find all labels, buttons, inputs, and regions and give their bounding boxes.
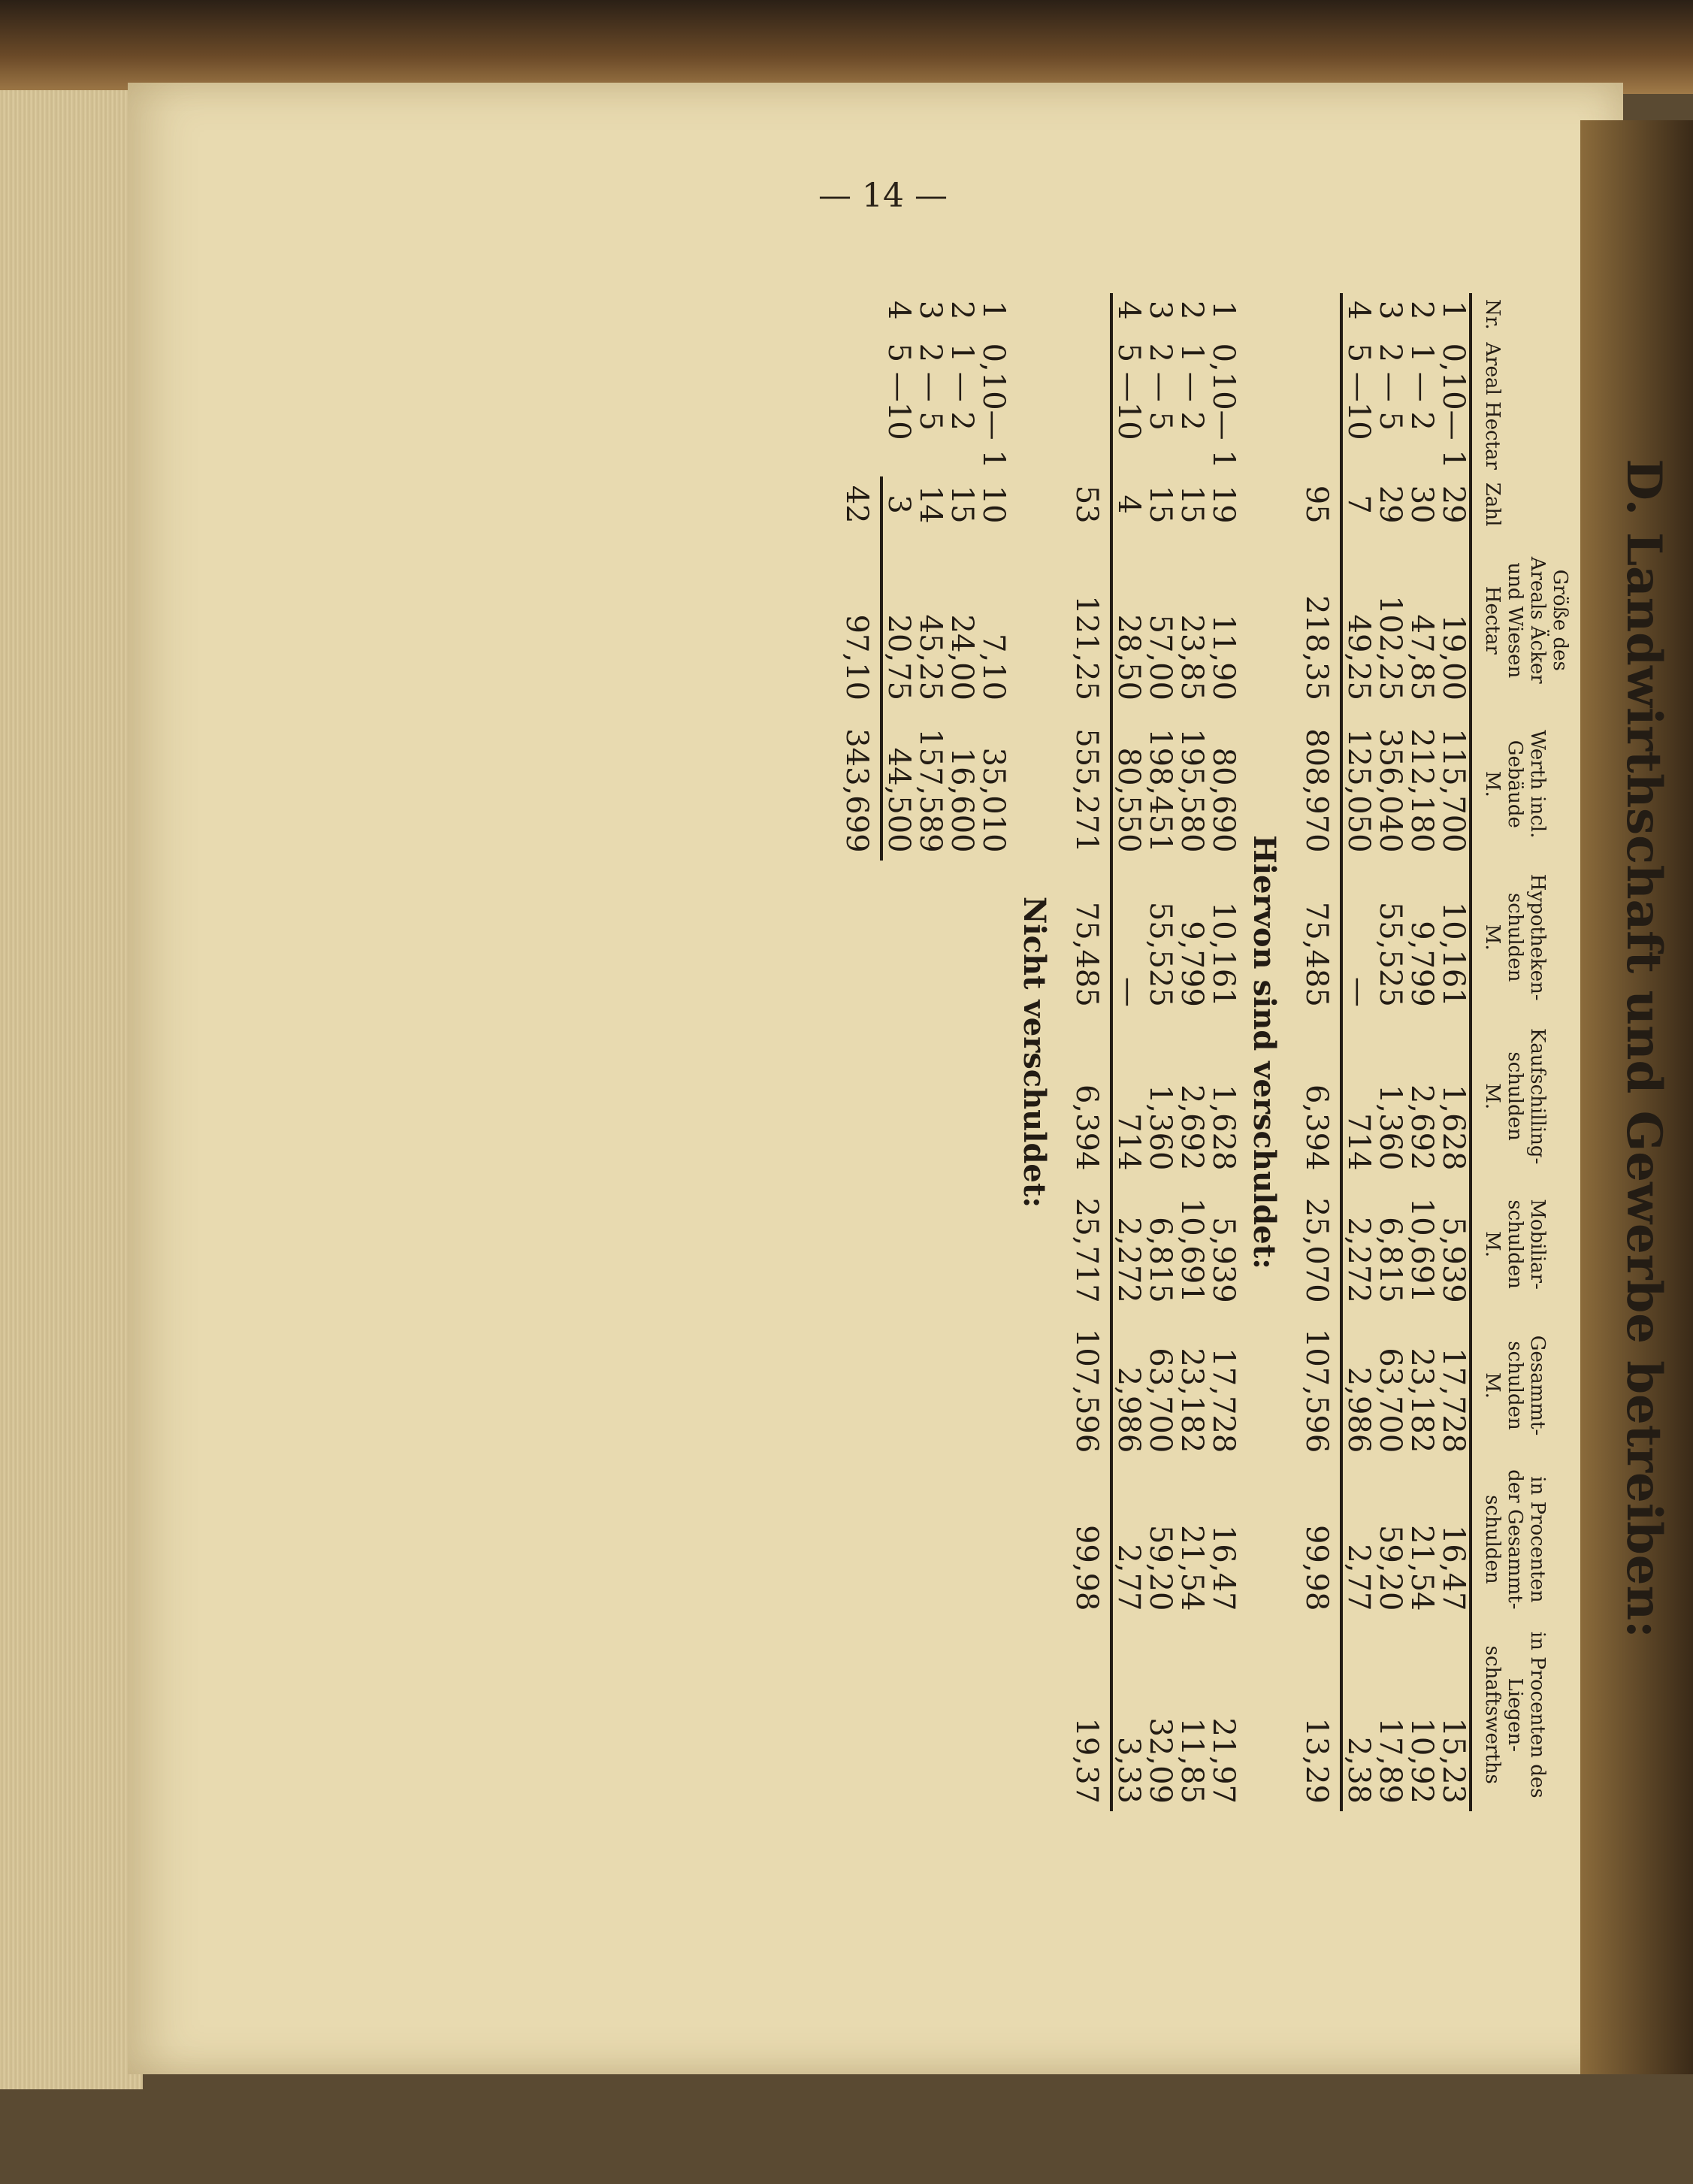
column-header: Areal Hectar: [1471, 336, 1574, 476]
hypo-cell: 10,161 9,799 55,525 —: [1111, 901, 1241, 1007]
section-heading: Hiervon sind verschuldet:: [1247, 835, 1282, 1269]
column-header: Zahl: [1471, 476, 1574, 533]
table-header-row: [1471, 293, 1574, 1811]
zahl-cell: 29 30 29 7: [1341, 485, 1471, 524]
total-row: [1063, 293, 1111, 1811]
total-groesse: 97,10: [833, 532, 881, 708]
total-gesammt: 107,596: [1063, 1311, 1111, 1461]
column-header: Kaufschilling-schulden M.: [1471, 1015, 1574, 1178]
section-heading: Nicht verschuldet:: [1017, 896, 1052, 1208]
kauf-cell: 1,628 2,692 1,360 714: [1111, 1084, 1241, 1171]
book-cover-edge: [0, 0, 1693, 94]
pct-lieg-cell: 15,23 10,92 17,89 2,38: [1341, 1717, 1471, 1804]
table-row: [1111, 293, 1239, 1811]
pct-lieg-cell: 21,97 11,85 32,09 3,33: [1111, 1717, 1241, 1804]
nr-cell: 1 2 3 4: [881, 301, 1011, 320]
areal-cell: 0,10— 1 1 — 2 2 — 5 5 —10: [1341, 343, 1471, 469]
werth-cell: 80,690 195,580 198,451 80,550: [1111, 728, 1241, 853]
column-header: Gesammt-schulden M.: [1471, 1311, 1574, 1461]
groesse-cell: 19,00 47,85 102,25 49,25: [1341, 595, 1471, 701]
table-row: [881, 293, 1009, 1811]
groesse-cell: 11,90 23,85 57,00 28,50: [1111, 614, 1241, 701]
hypo-cell: 10,161 9,799 55,525 —: [1341, 901, 1471, 1007]
zahl-cell: 19 15 15 4: [1111, 485, 1241, 524]
mobil-cell: 5,939 10,691 6,815 2,272: [1111, 1197, 1241, 1303]
total-groesse: 121,25: [1063, 532, 1111, 708]
page-stack: [0, 90, 143, 2089]
page-number: — 14 —: [818, 177, 948, 215]
zahl-cell: 10 15 14 3: [881, 485, 1011, 524]
areal-cell: 0,10— 1 1 — 2 2 — 5 5 —10: [881, 343, 1011, 469]
mobil-cell: 5,939 10,691 6,815 2,272: [1341, 1197, 1471, 1303]
total-pct-lieg: 19,37: [1063, 1618, 1111, 1811]
total-groesse: 218,35: [1293, 532, 1341, 708]
total-mobil: 25,717: [1063, 1178, 1111, 1310]
nr-cell: 1 2 3 4: [1111, 301, 1241, 320]
total-hypo: 75,485: [1293, 861, 1341, 1015]
gesammt-cell: 17,728 23,182 63,700 2,986: [1111, 1348, 1241, 1453]
total-pct-lieg: 13,29: [1293, 1618, 1341, 1811]
total-zahl: 42: [833, 476, 881, 533]
total-kauf: 6,394: [1063, 1015, 1111, 1178]
column-header: Nr.: [1471, 293, 1574, 336]
table-row: [1341, 293, 1471, 1811]
column-header: in Procenten der Gesammt-schulden: [1471, 1460, 1574, 1618]
gesammt-cell: 17,728 23,182 63,700 2,986: [1341, 1348, 1471, 1453]
total-hypo: 75,485: [1063, 861, 1111, 1015]
total-werth: 343,699: [833, 708, 881, 861]
section-heading-row: [1239, 293, 1293, 1811]
total-row: [1293, 293, 1341, 1811]
total-gesammt: 107,596: [1293, 1311, 1341, 1461]
total-werth: 808,970: [1293, 708, 1341, 861]
werth-cell: 35,010 16,600 157,589 44,500: [881, 728, 1011, 853]
groesse-cell: 7,10 24,00 45,25 20,75: [881, 614, 1011, 701]
rotated-table-block: [259, 248, 1687, 1849]
column-header: Werth incl. Gebäude M.: [1471, 708, 1574, 861]
total-row: [833, 293, 881, 1811]
areal-cell: 0,10— 1 1 — 2 2 — 5 5 —10: [1111, 343, 1241, 469]
section-title: D. Landwirthschaft und Gewerbe betreiben:: [1616, 458, 1672, 1638]
total-werth: 555,271: [1063, 708, 1111, 861]
column-header: Größe des Areals Äcker und Wiesen Hectar: [1471, 532, 1574, 708]
pct-ges-cell: 16,47 21,54 59,20 2,77: [1111, 1524, 1241, 1611]
column-header: Mobiliar-schulden M.: [1471, 1178, 1574, 1310]
total-pct-ges: 99,98: [1293, 1460, 1341, 1618]
werth-cell: 115,700 212,180 356,040 125,050: [1341, 728, 1471, 853]
total-pct-ges: 99,98: [1063, 1460, 1111, 1618]
total-zahl: 53: [1063, 476, 1111, 533]
column-header: Hypotheken-schulden M.: [1471, 861, 1574, 1015]
nr-cell: 1 2 3 4: [1341, 301, 1471, 320]
total-kauf: 6,394: [1293, 1015, 1341, 1178]
kauf-cell: 1,628 2,692 1,360 714: [1341, 1084, 1471, 1171]
data-table: [833, 293, 1574, 1811]
total-zahl: 95: [1293, 476, 1341, 533]
column-header: in Procenten des Liegen-schaftswerths: [1471, 1618, 1574, 1811]
pct-ges-cell: 16,47 21,54 59,20 2,77: [1341, 1524, 1471, 1611]
section-heading-row: [1009, 293, 1063, 1811]
total-mobil: 25,070: [1293, 1178, 1341, 1310]
